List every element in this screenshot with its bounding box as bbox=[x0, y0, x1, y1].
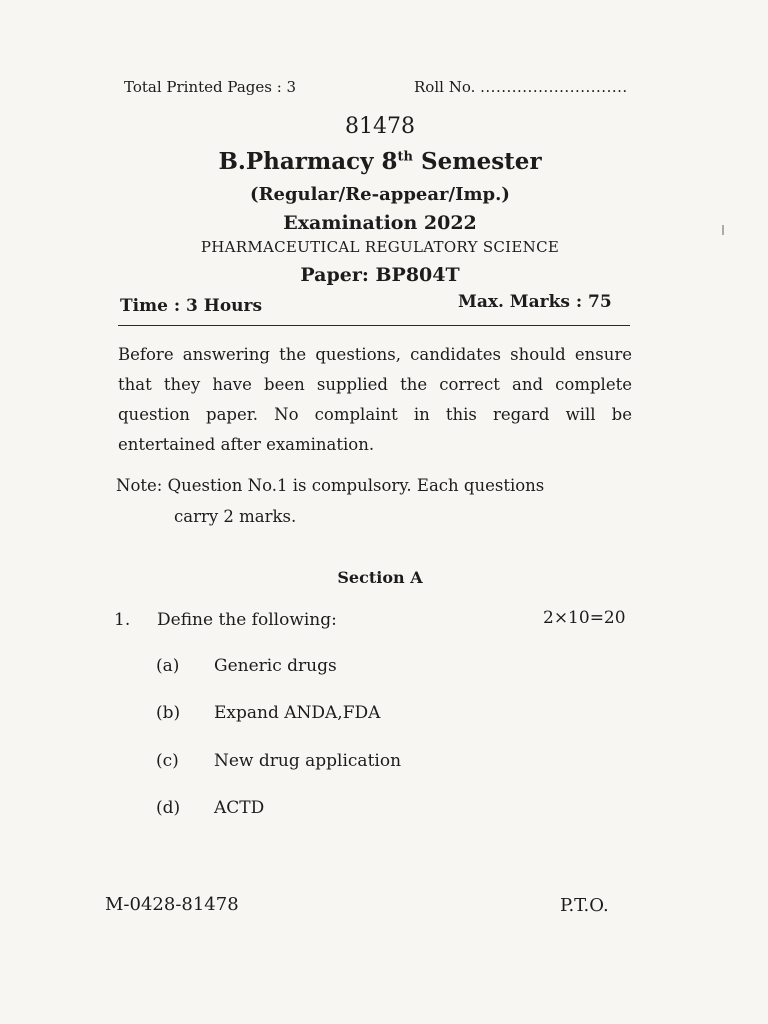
note-line bbox=[116, 470, 630, 502]
course-title bbox=[100, 148, 660, 175]
part-text: Expand ANDA,FDA bbox=[214, 703, 381, 723]
course-tail: Semester bbox=[413, 148, 542, 175]
roll-number-label: Roll No. bbox=[414, 78, 476, 96]
course-sup: th bbox=[397, 149, 414, 165]
roll-number-dots: ............................ bbox=[480, 78, 628, 96]
note-label: Note: bbox=[116, 476, 163, 495]
course-main: B.Pharmacy 8 bbox=[218, 148, 398, 175]
roll-number-field bbox=[414, 78, 628, 96]
part-label: (a) bbox=[156, 656, 180, 676]
examination-year: Examination 2022 bbox=[283, 212, 477, 234]
note-continuation: carry 2 marks. bbox=[174, 507, 297, 526]
scan-speck bbox=[722, 225, 724, 235]
question-marks: 2×10=20 bbox=[543, 608, 626, 628]
part-label: (d) bbox=[156, 798, 181, 818]
paper-number: Paper: BP804T bbox=[300, 264, 460, 286]
paper-code: 81478 bbox=[345, 114, 415, 139]
part-text: Generic drugs bbox=[214, 656, 337, 676]
page-turn-over: P.T.O. bbox=[560, 895, 609, 916]
subject-title: PHARMACEUTICAL REGULATORY SCIENCE bbox=[200, 238, 560, 256]
total-printed-pages: Total Printed Pages : 3 bbox=[124, 78, 297, 96]
note-text: Question No.1 is compulsory. Each questions bbox=[162, 476, 545, 495]
exam-time: Time : 3 Hours bbox=[120, 296, 263, 316]
part-label: (b) bbox=[156, 703, 181, 723]
part-text: ACTD bbox=[214, 798, 265, 818]
section-title: Section A bbox=[337, 568, 423, 587]
max-marks: Max. Marks : 75 bbox=[458, 292, 612, 312]
question-number: 1. bbox=[114, 610, 131, 630]
part-label: (c) bbox=[156, 751, 179, 771]
instructions-text: Before answering the questions, candidates should ensure that they have been supplied the correct and complete question paper. No complaint in this regard will be entertained after examination. bbox=[118, 345, 632, 454]
part-text: New drug application bbox=[214, 751, 402, 771]
exam-category: (Regular/Re-appear/Imp.) bbox=[250, 184, 510, 205]
header-divider bbox=[118, 325, 630, 326]
question-text: Define the following: bbox=[157, 610, 337, 630]
footer-code: M-0428-81478 bbox=[105, 894, 239, 915]
